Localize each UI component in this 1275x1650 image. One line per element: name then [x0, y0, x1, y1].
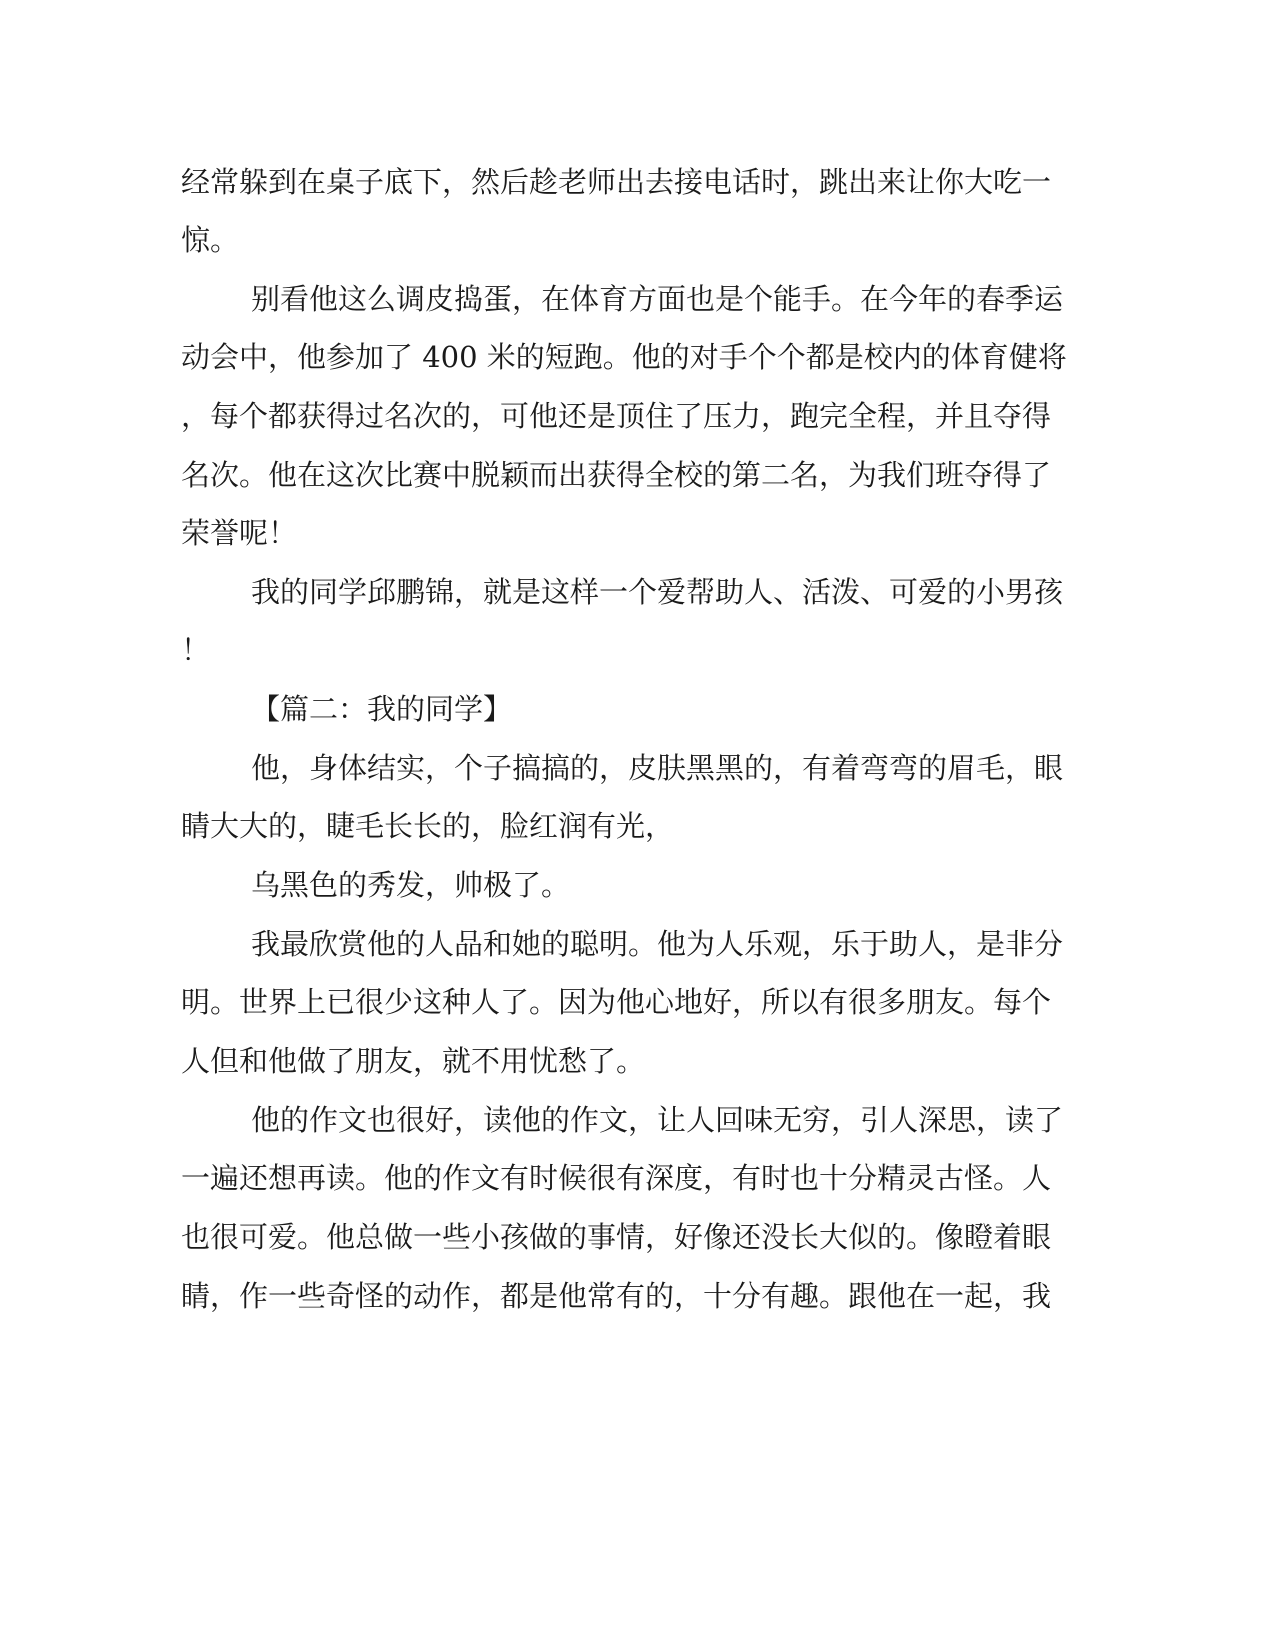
section-heading: [0, 689, 1275, 729]
heading-text: 【篇二：我的同学】: [251, 692, 513, 726]
text-line: [0, 220, 1275, 260]
line-text: ，每个都获得过名次的，可他还是顶住了压力，跑完全程，并且夺得: [181, 399, 1052, 433]
paragraph-start: [0, 748, 1275, 788]
line-text: 荣誉呢！: [181, 516, 298, 550]
text-line: [0, 455, 1275, 495]
line-text: 动会中，他参加了 400 米的短跑。他的对手个个都是校内的体育健将: [181, 340, 1067, 374]
line-text: 惊。: [181, 223, 240, 257]
text-line: [0, 513, 1275, 553]
paragraph-start: [0, 924, 1275, 964]
line-text: ！: [181, 633, 211, 667]
line-text: 也很可爱。他总做一些小孩做的事情，好像还没长大似的。像瞪着眼: [181, 1220, 1052, 1254]
text-line: [0, 630, 1275, 670]
line-text: 睛大大的，睫毛长长的，脸红润有光，: [181, 809, 675, 843]
text-line: [0, 1158, 1275, 1198]
text-line: [0, 806, 1275, 846]
line-text: 我的同学邱鹏锦，就是这样一个爱帮助人、活泼、可爱的小男孩: [251, 575, 1064, 609]
line-text: 乌黑色的秀发，帅极了。: [251, 868, 571, 902]
line-text: 他，身体结实，个子搞搞的，皮肤黑黑的，有着弯弯的眉毛，眼: [251, 751, 1064, 785]
line-text: 睛，作一些奇怪的动作，都是他常有的，十分有趣。跟他在一起，我: [181, 1279, 1052, 1313]
text-line: [0, 1041, 1275, 1081]
text-line: [0, 1276, 1275, 1316]
line-text: 明。世界上已很少这种人了。因为他心地好，所以有很多朋友。每个: [181, 985, 1052, 1019]
line-text: 我最欣赏他的人品和她的聪明。他为人乐观，乐于助人，是非分: [251, 927, 1064, 961]
paragraph-start: [0, 865, 1275, 905]
line-text: 经常躲到在桌子底下，然后趁老师出去接电话时，跳出来让你大吃一: [181, 165, 1052, 199]
line-text: 他的作文也很好，读他的作文，让人回味无穷，引人深思，读了: [251, 1103, 1064, 1137]
text-line: [0, 1217, 1275, 1257]
line-text: 人但和他做了朋友，就不用忧愁了。: [181, 1044, 646, 1078]
text-line: [0, 982, 1275, 1022]
paragraph-start: [0, 572, 1275, 612]
text-line: [0, 337, 1275, 377]
line-text: 名次。他在这次比赛中脱颖而出获得全校的第二名，为我们班夺得了: [181, 458, 1052, 492]
paragraph-start: [0, 1100, 1275, 1140]
text-line: [0, 162, 1275, 202]
text-line: [0, 396, 1275, 436]
line-text: 别看他这么调皮捣蛋，在体育方面也是个能手。在今年的春季运: [251, 282, 1064, 316]
line-text: 一遍还想再读。他的作文有时候很有深度，有时也十分精灵古怪。人: [181, 1161, 1052, 1195]
paragraph-start: [0, 279, 1275, 319]
